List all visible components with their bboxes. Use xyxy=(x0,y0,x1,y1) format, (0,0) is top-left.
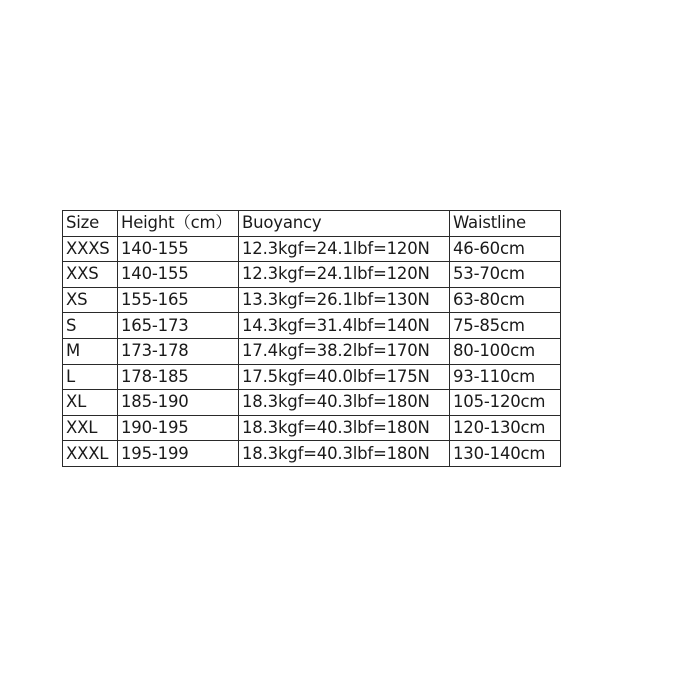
table-row xyxy=(63,236,561,262)
table-row xyxy=(63,415,561,441)
cell-height: 178-185 xyxy=(118,364,239,390)
cell-waistline: 80-100cm xyxy=(450,338,561,364)
header-height: Height（cm） xyxy=(118,211,239,237)
cell-waistline: 105-120cm xyxy=(450,390,561,416)
cell-waistline: 53-70cm xyxy=(450,262,561,288)
cell-buoyancy: 18.3kgf=40.3lbf=180N xyxy=(239,415,450,441)
cell-waistline: 46-60cm xyxy=(450,236,561,262)
cell-size: M xyxy=(63,338,118,364)
table-row xyxy=(63,390,561,416)
cell-height: 165-173 xyxy=(118,313,239,339)
cell-size: XS xyxy=(63,287,118,313)
cell-buoyancy: 13.3kgf=26.1lbf=130N xyxy=(239,287,450,313)
header-size: Size xyxy=(63,211,118,237)
cell-height: 185-190 xyxy=(118,390,239,416)
table-row xyxy=(63,313,561,339)
cell-size: XXS xyxy=(63,262,118,288)
cell-buoyancy: 18.3kgf=40.3lbf=180N xyxy=(239,390,450,416)
cell-buoyancy: 12.3kgf=24.1lbf=120N xyxy=(239,236,450,262)
cell-height: 140-155 xyxy=(118,236,239,262)
table-row xyxy=(63,287,561,313)
table-row xyxy=(63,364,561,390)
cell-size: XXL xyxy=(63,415,118,441)
cell-size: S xyxy=(63,313,118,339)
cell-waistline: 93-110cm xyxy=(450,364,561,390)
table-row xyxy=(63,338,561,364)
cell-waistline: 75-85cm xyxy=(450,313,561,339)
header-waistline: Waistline xyxy=(450,211,561,237)
cell-buoyancy: 17.4kgf=38.2lbf=170N xyxy=(239,338,450,364)
cell-height: 190-195 xyxy=(118,415,239,441)
cell-waistline: 130-140cm xyxy=(450,441,561,467)
table-row xyxy=(63,262,561,288)
cell-size: XXXS xyxy=(63,236,118,262)
cell-height: 140-155 xyxy=(118,262,239,288)
cell-buoyancy: 12.3kgf=24.1lbf=120N xyxy=(239,262,450,288)
cell-buoyancy: 18.3kgf=40.3lbf=180N xyxy=(239,441,450,467)
cell-height: 173-178 xyxy=(118,338,239,364)
header-buoyancy: Buoyancy xyxy=(239,211,450,237)
table-row xyxy=(63,441,561,467)
cell-buoyancy: 17.5kgf=40.0lbf=175N xyxy=(239,364,450,390)
cell-height: 155-165 xyxy=(118,287,239,313)
size-chart-table xyxy=(62,210,561,467)
cell-waistline: 120-130cm xyxy=(450,415,561,441)
cell-waistline: 63-80cm xyxy=(450,287,561,313)
cell-height: 195-199 xyxy=(118,441,239,467)
cell-size: L xyxy=(63,364,118,390)
cell-buoyancy: 14.3kgf=31.4lbf=140N xyxy=(239,313,450,339)
cell-size: XL xyxy=(63,390,118,416)
table-header-row xyxy=(63,211,561,237)
cell-size: XXXL xyxy=(63,441,118,467)
